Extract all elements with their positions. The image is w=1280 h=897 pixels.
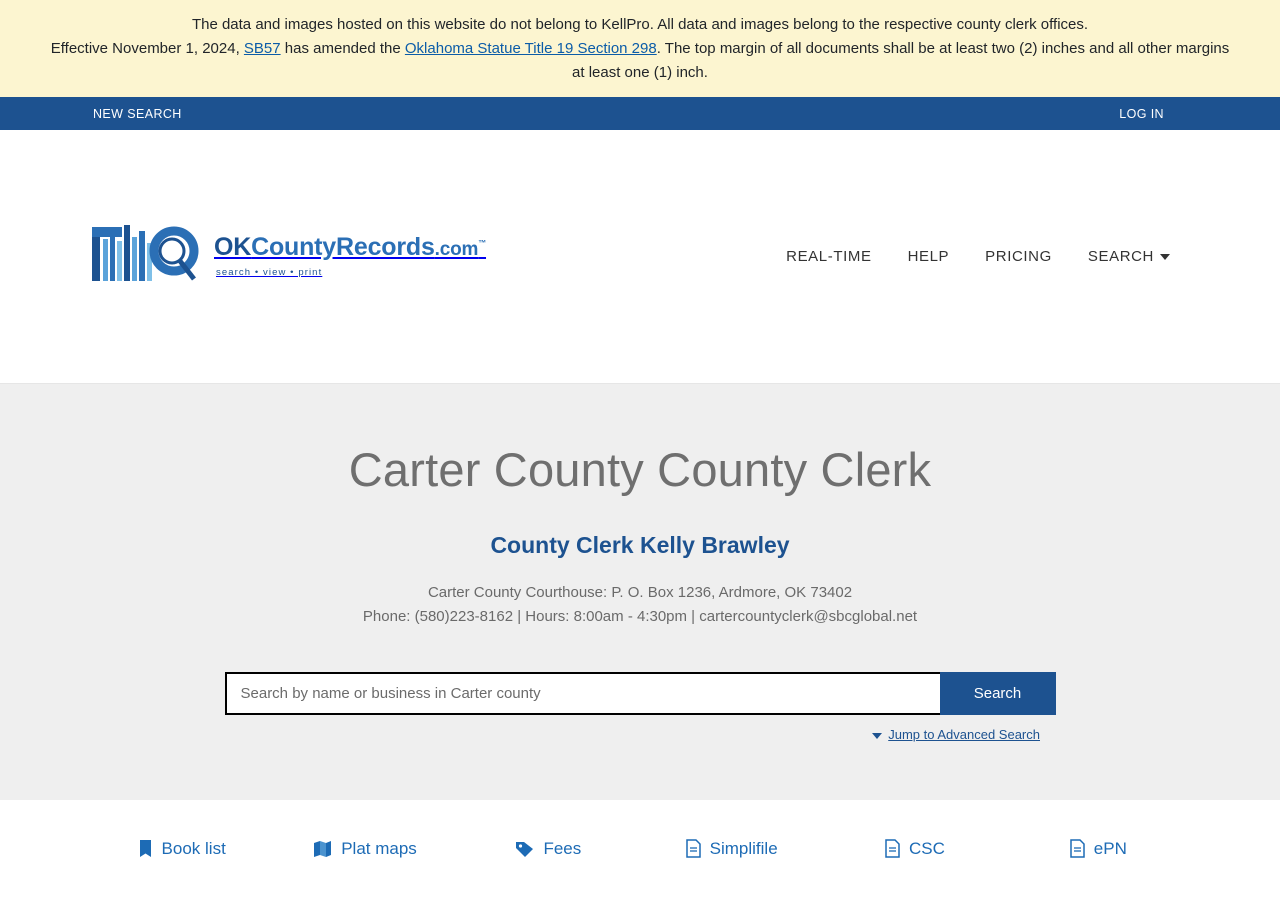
trademark-icon: ™ (478, 238, 487, 248)
logo-text (214, 235, 486, 278)
notice-line-2-pre: Effective November 1, 2024, (50, 40, 244, 57)
link-csc-label: CSC (909, 838, 945, 858)
nav-help[interactable]: HELP (907, 248, 950, 265)
county-contact-block (0, 581, 1280, 629)
notice-line-2-mid: has amended the (280, 40, 405, 57)
log-in-link[interactable]: LOG IN (1119, 106, 1164, 121)
advanced-search-row (0, 727, 1280, 742)
tag-icon (515, 840, 534, 858)
county-phone-hours-email: Phone: (580)223-8162 | Hours: 8:00am - 4:30pm | cartercountyclerk@sbcglobal.net (362, 608, 918, 626)
logo-rest: CountyRecords (251, 233, 435, 261)
site-notice-banner (0, 0, 1280, 97)
notice-line-3: at least one (1) inch. (572, 64, 708, 81)
sb57-link[interactable]: SB57 (243, 40, 281, 57)
link-simplifile[interactable] (640, 839, 823, 859)
county-address: Carter County Courthouse: P. O. Box 1236, Ardmore, OK 73402 (427, 584, 853, 602)
okcountyrecords-logo-icon (90, 221, 208, 293)
nav-real-time[interactable]: REAL-TIME (786, 248, 872, 265)
site-header (0, 130, 1280, 384)
site-logo[interactable] (90, 221, 486, 293)
nav-pricing[interactable]: PRICING (985, 248, 1052, 265)
nav-search-label: SEARCH (1087, 248, 1154, 265)
document-icon (885, 839, 900, 858)
triangle-down-icon (872, 733, 882, 739)
new-search-link[interactable]: NEW SEARCH (93, 106, 182, 121)
book-icon (138, 839, 153, 858)
search-button[interactable]: Search (940, 672, 1056, 715)
logo-title (214, 235, 486, 260)
jump-to-advanced-search-link[interactable]: Jump to Advanced Search (888, 727, 1040, 743)
map-icon (313, 840, 332, 858)
link-simplifile-label: Simplifile (709, 838, 778, 858)
search-row (0, 672, 1280, 715)
link-plat-maps[interactable] (273, 839, 456, 859)
chevron-down-icon (1160, 254, 1170, 260)
nav-search[interactable] (1088, 248, 1170, 265)
link-fees[interactable] (457, 839, 640, 859)
logo-tagline: search • view • print (216, 267, 323, 278)
county-clerk-name: County Clerk Kelly Brawley (490, 532, 790, 559)
logo-ok: OK (214, 233, 252, 261)
oklahoma-statute-link[interactable]: Oklahoma Statue Title 19 Section 298 (404, 40, 657, 57)
link-plat-maps-label: Plat maps (341, 838, 417, 858)
quick-links-bar (0, 800, 1280, 897)
page-title: Carter County County Clerk (348, 443, 932, 496)
notice-line-2-post: . The top margin of all documents shall be at least two (2) inches and all other margins (656, 40, 1230, 57)
document-icon (1070, 839, 1085, 858)
document-icon (686, 839, 701, 858)
link-csc[interactable] (823, 839, 1006, 859)
notice-line-2 (20, 37, 1260, 61)
link-epn-label: ePN (1093, 838, 1127, 858)
search-input[interactable] (225, 672, 940, 715)
logo-dotcom: .com (434, 239, 479, 260)
main-navigation (786, 248, 1170, 265)
link-book-list-label: Book list (161, 838, 226, 858)
hero-section (0, 384, 1280, 800)
link-fees-label: Fees (543, 838, 582, 858)
link-epn[interactable] (1007, 839, 1190, 859)
notice-line-1: The data and images hosted on this website do not belong to KellPro. All data and images belong to the respective county clerk offices. (191, 16, 1089, 33)
top-utility-bar (0, 97, 1280, 130)
link-book-list[interactable] (90, 839, 273, 859)
